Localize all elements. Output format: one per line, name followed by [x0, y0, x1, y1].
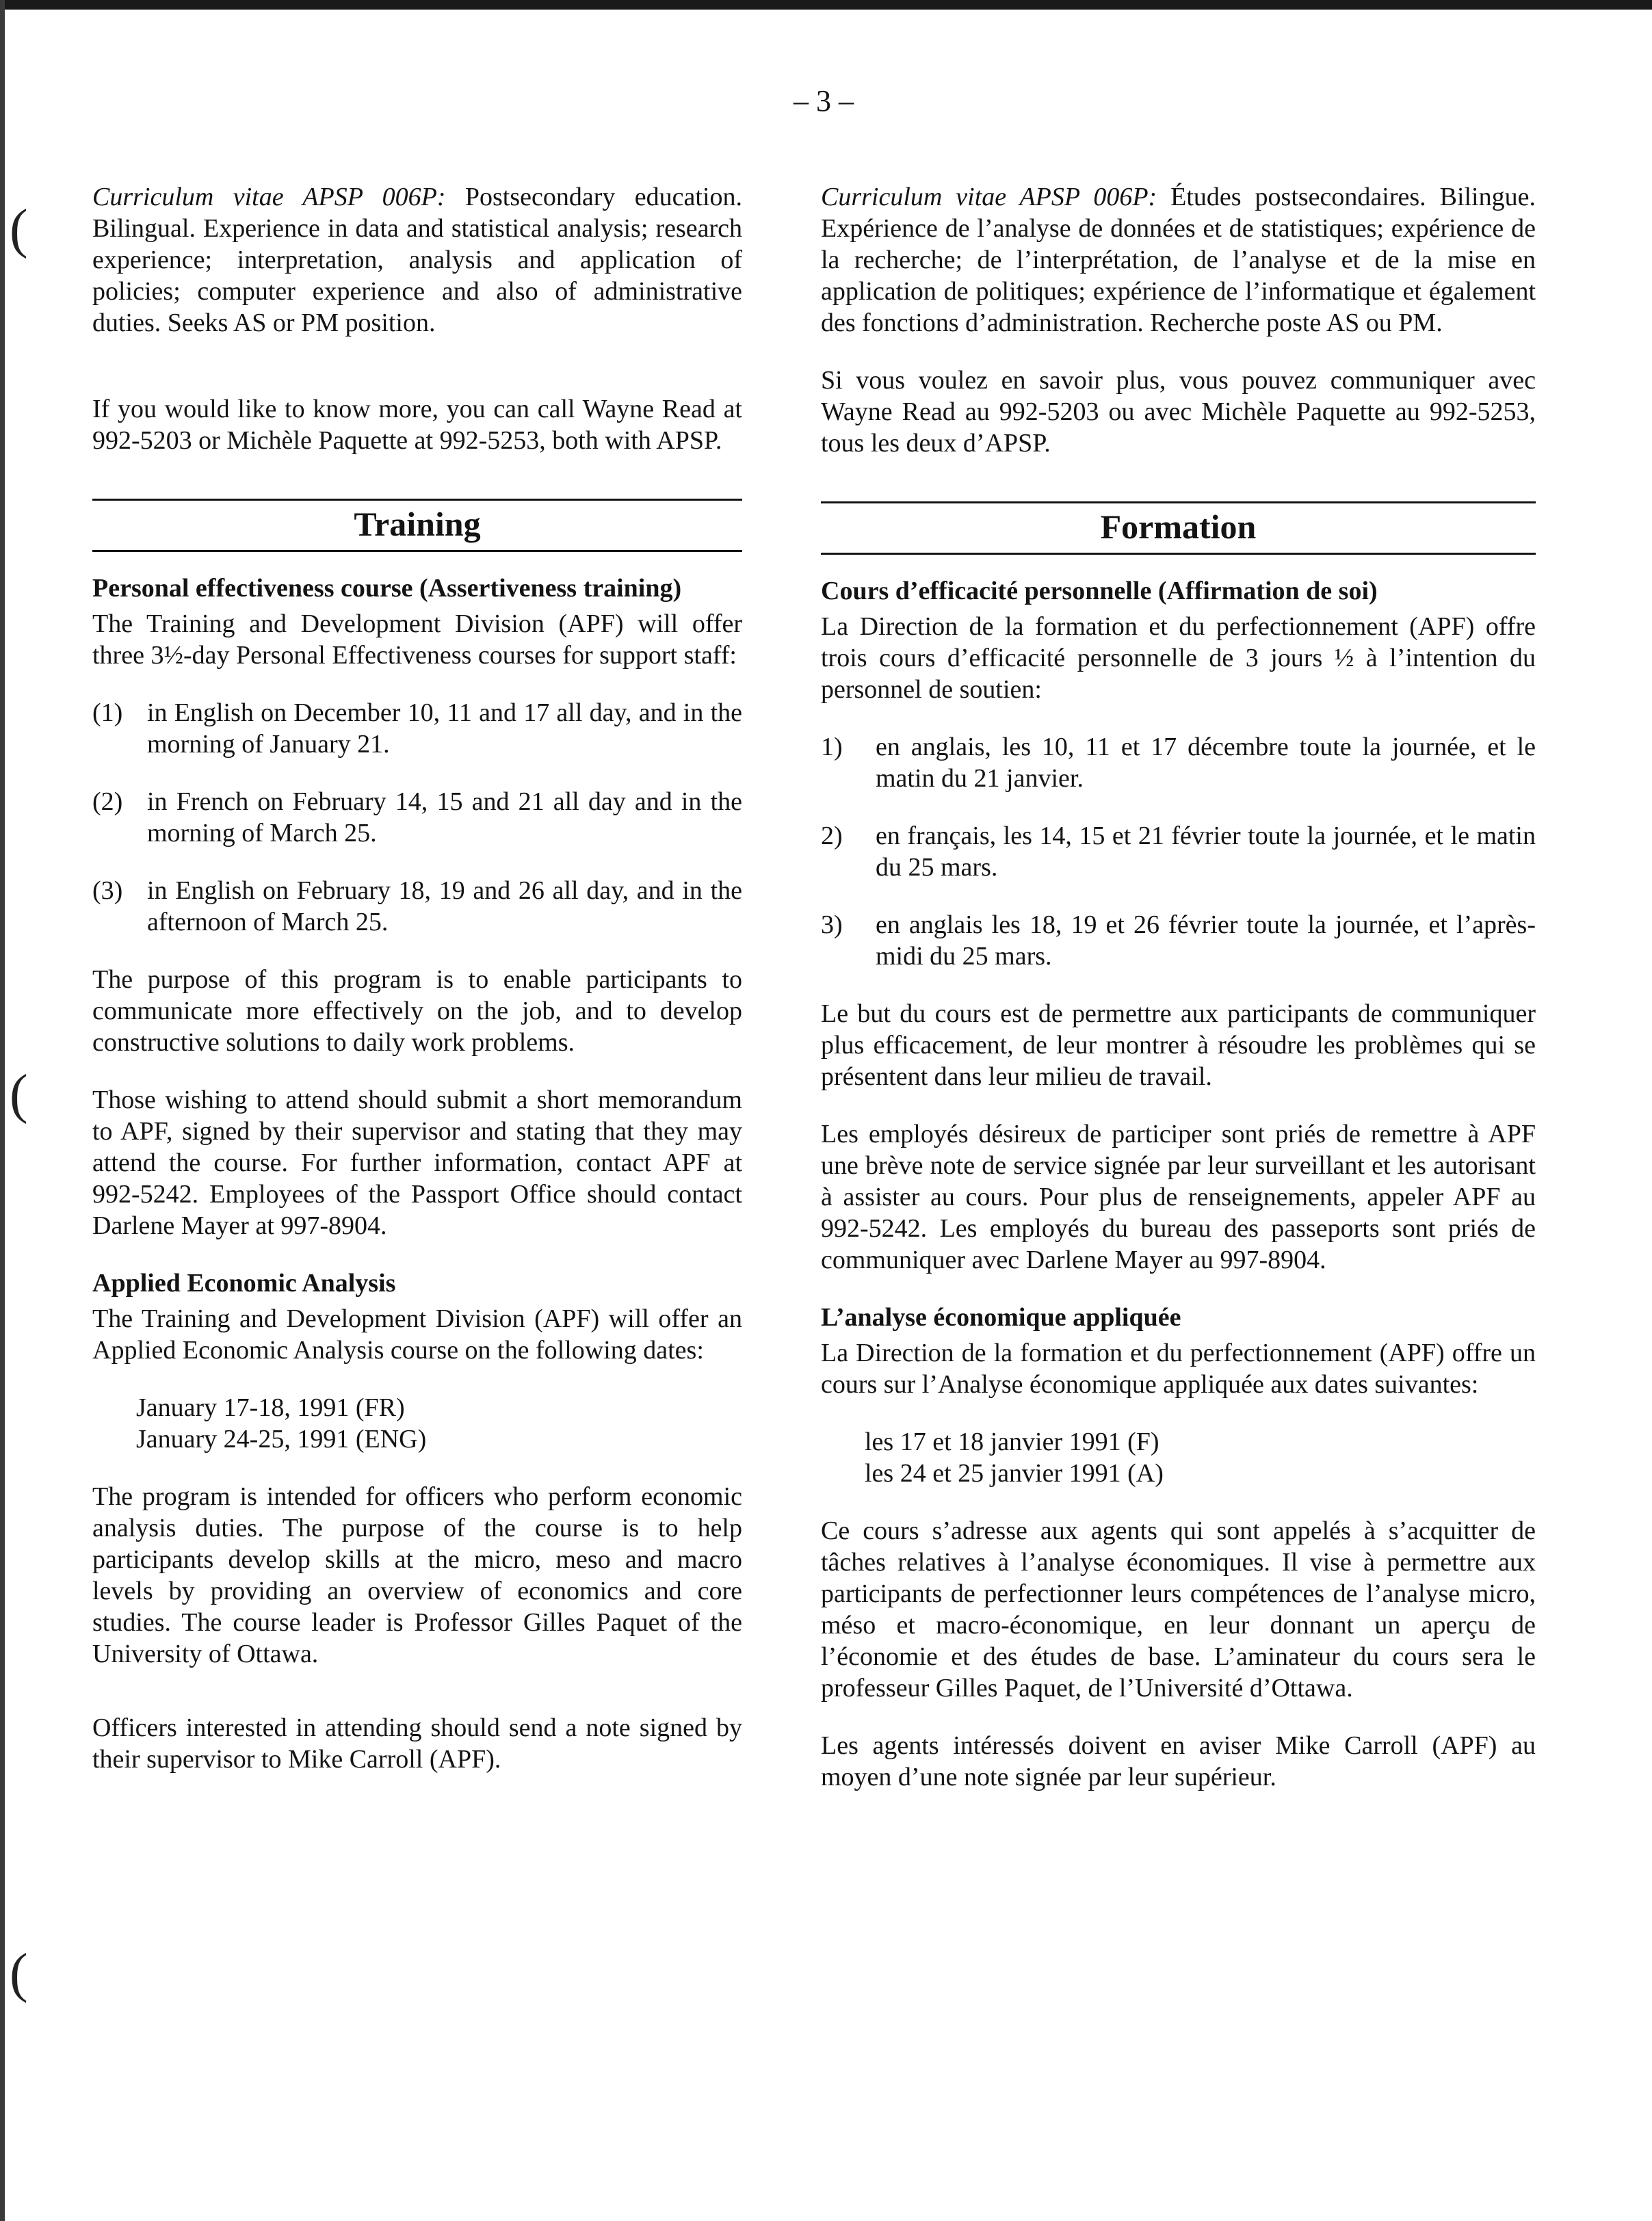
binder-clip-mark: ( [10, 199, 28, 259]
contact-paragraph: Si vous voulez en savoir plus, vous pouvez communiquer avec Wayne Read au 992-5203 ou avec Michèle Paquette au 992-5253, tous les deux d’APSP. [821, 366, 1536, 458]
cv-paragraph [821, 181, 1536, 339]
list-text: en anglais, les 10, 11 et 17 décembre toute la journée, et le matin du 21 janvier. [876, 733, 1536, 793]
list-item [92, 875, 742, 938]
list-text: en anglais les 18, 19 et 26 février toute la journée, et l’après-midi du 25 mars. [876, 910, 1536, 971]
description-paragraph: The program is intended for officers who perform economic analysis duties. The purpose of the course is to help participants develop skills at the micro, meso and macro levels by providing an overview of economics and core studies. The course leader is Professor Gilles Paquet of the University of Ottawa. [92, 1482, 742, 1668]
description-paragraph: Ce cours s’adresse aux agents qui sont appelés à s’acquitter de tâches relatives à l’analyse économiques. Il vise à permettre aux participants de perfectionner leurs compétences de l’analyse micro, méso et macro-économique, en leur donnant un aperçu de l’économie et des études de base. L’aminateur du cours sera le professeur Gilles Paquet, de l’Université d’Ottawa. [821, 1516, 1536, 1703]
list-number: (1) [92, 698, 123, 727]
section-title: Training [354, 505, 481, 543]
list-number: 3) [821, 910, 843, 939]
cv-label: Curriculum vitae APSP 006P: [92, 183, 446, 211]
list-item [92, 697, 742, 760]
course-intro: The Training and Development Division (APF) will offer an Applied Economic Analysis course on the following dates: [92, 1304, 742, 1365]
list-text: in French on February 14, 15 and 21 all day and in the morning of March 25. [147, 787, 742, 847]
french-column [821, 181, 1536, 1793]
english-column [92, 181, 742, 1775]
course-intro: La Direction de la formation et du perfectionnement (APF) offre un cours sur l’Analyse économique appliquée aux dates suivantes: [821, 1339, 1536, 1399]
cv-text: Postsecondary education. Bilingual. Experience in data and statistical analysis; research experience; interpretation, analysis and application of policies; computer experience and also of administrative duties. Seeks AS or PM position. [92, 183, 743, 337]
attend-paragraph: Les employés désireux de participer sont priés de remettre à APF une brève note de service signée par leur surveillant et les autorisant à assister au cours. Pour plus de renseignements, appeler APF au 992-5242. Les employés du bureau des passeports sont priés de communiquer avec Darlene Mayer au 997-8904. [821, 1120, 1536, 1274]
list-item [92, 786, 742, 849]
purpose-paragraph: The purpose of this program is to enable participants to communicate more effectively on the job, and to develop constructive solutions to daily work problems. [92, 965, 742, 1057]
date-list [821, 1426, 1536, 1489]
section-title: Formation [1100, 508, 1257, 546]
date-item: les 17 et 18 janvier 1991 (F) [865, 1428, 1159, 1456]
course-heading: Cours d’efficacité personnelle (Affirmation de soi) [821, 577, 1378, 605]
date-item: January 17-18, 1991 (FR) [136, 1393, 405, 1422]
course-intro: The Training and Development Division (APF) will offer three 3½-day Personal Effectiveness courses for support staff: [92, 609, 742, 670]
list-item [821, 820, 1536, 883]
section-header [92, 499, 742, 552]
purpose-paragraph: Le but du cours est de permettre aux participants de communiquer plus efficacement, de leur montrer à résoudre les problèmes qui se présentent dans leur milieu de travail. [821, 999, 1536, 1091]
list-number: (2) [92, 787, 123, 816]
course-heading: Personal effectiveness course (Assertiveness training) [92, 574, 682, 603]
list-item [821, 909, 1536, 972]
list-number: 1) [821, 733, 843, 761]
scan-left-edge [0, 0, 5, 2221]
date-item: January 24-25, 1991 (ENG) [136, 1425, 427, 1454]
binder-clip-mark: ( [10, 1064, 28, 1125]
attend-paragraph: Les agents intéressés doivent en aviser Mike Carroll (APF) au moyen d’une note signée par leur supérieur. [821, 1731, 1536, 1791]
course-intro: La Direction de la formation et du perfectionnement (APF) offre trois cours d’efficacité personnelle de 3 jours ½ à l’intention du personnel de soutien: [821, 612, 1536, 704]
list-item [821, 731, 1536, 794]
cv-text: Études postsecondaires. Bilingue. Expérience de l’analyse de données et de statistiques; expérience de la recherche; de l’interprétation, de l’analyse et de la mise en application de politiques; expérience de l’informatique et également des fonctions d’administration. Recherche poste AS ou PM. [821, 183, 1536, 337]
list-text: in English on February 18, 19 and 26 all day, and in the afternoon of March 25. [147, 876, 742, 936]
course-heading: Applied Economic Analysis [92, 1269, 396, 1298]
course-heading: L’analyse économique appliquée [821, 1303, 1181, 1332]
attend-paragraph: Officers interested in attending should send a note signed by their supervisor to Mike Carroll (APF). [92, 1713, 742, 1774]
list-text: en français, les 14, 15 et 21 février toute la journée, et le matin du 25 mars. [876, 822, 1536, 882]
section-header [821, 501, 1536, 555]
list-number: 2) [821, 822, 843, 850]
list-number: (3) [92, 876, 123, 905]
scan-top-edge [0, 0, 1652, 10]
date-list [92, 1392, 742, 1455]
page-number: – 3 – [794, 84, 854, 118]
date-item: les 24 et 25 janvier 1991 (A) [865, 1459, 1164, 1488]
contact-paragraph: If you would like to know more, you can call Wayne Read at 992-5203 or Michèle Paquette at 992-5253, both with APSP. [92, 395, 742, 455]
cv-paragraph [92, 181, 742, 339]
cv-label: Curriculum vitae APSP 006P: [821, 183, 1157, 211]
attend-paragraph: Those wishing to attend should submit a short memorandum to APF, signed by their supervisor and stating that they may attend the course. For further information, contact APF at 992-5242. Employees of the Passport Office should contact Darlene Mayer at 997-8904. [92, 1086, 742, 1240]
list-text: in English on December 10, 11 and 17 all day, and in the morning of January 21. [147, 698, 742, 759]
binder-clip-mark: ( [10, 1943, 28, 2003]
